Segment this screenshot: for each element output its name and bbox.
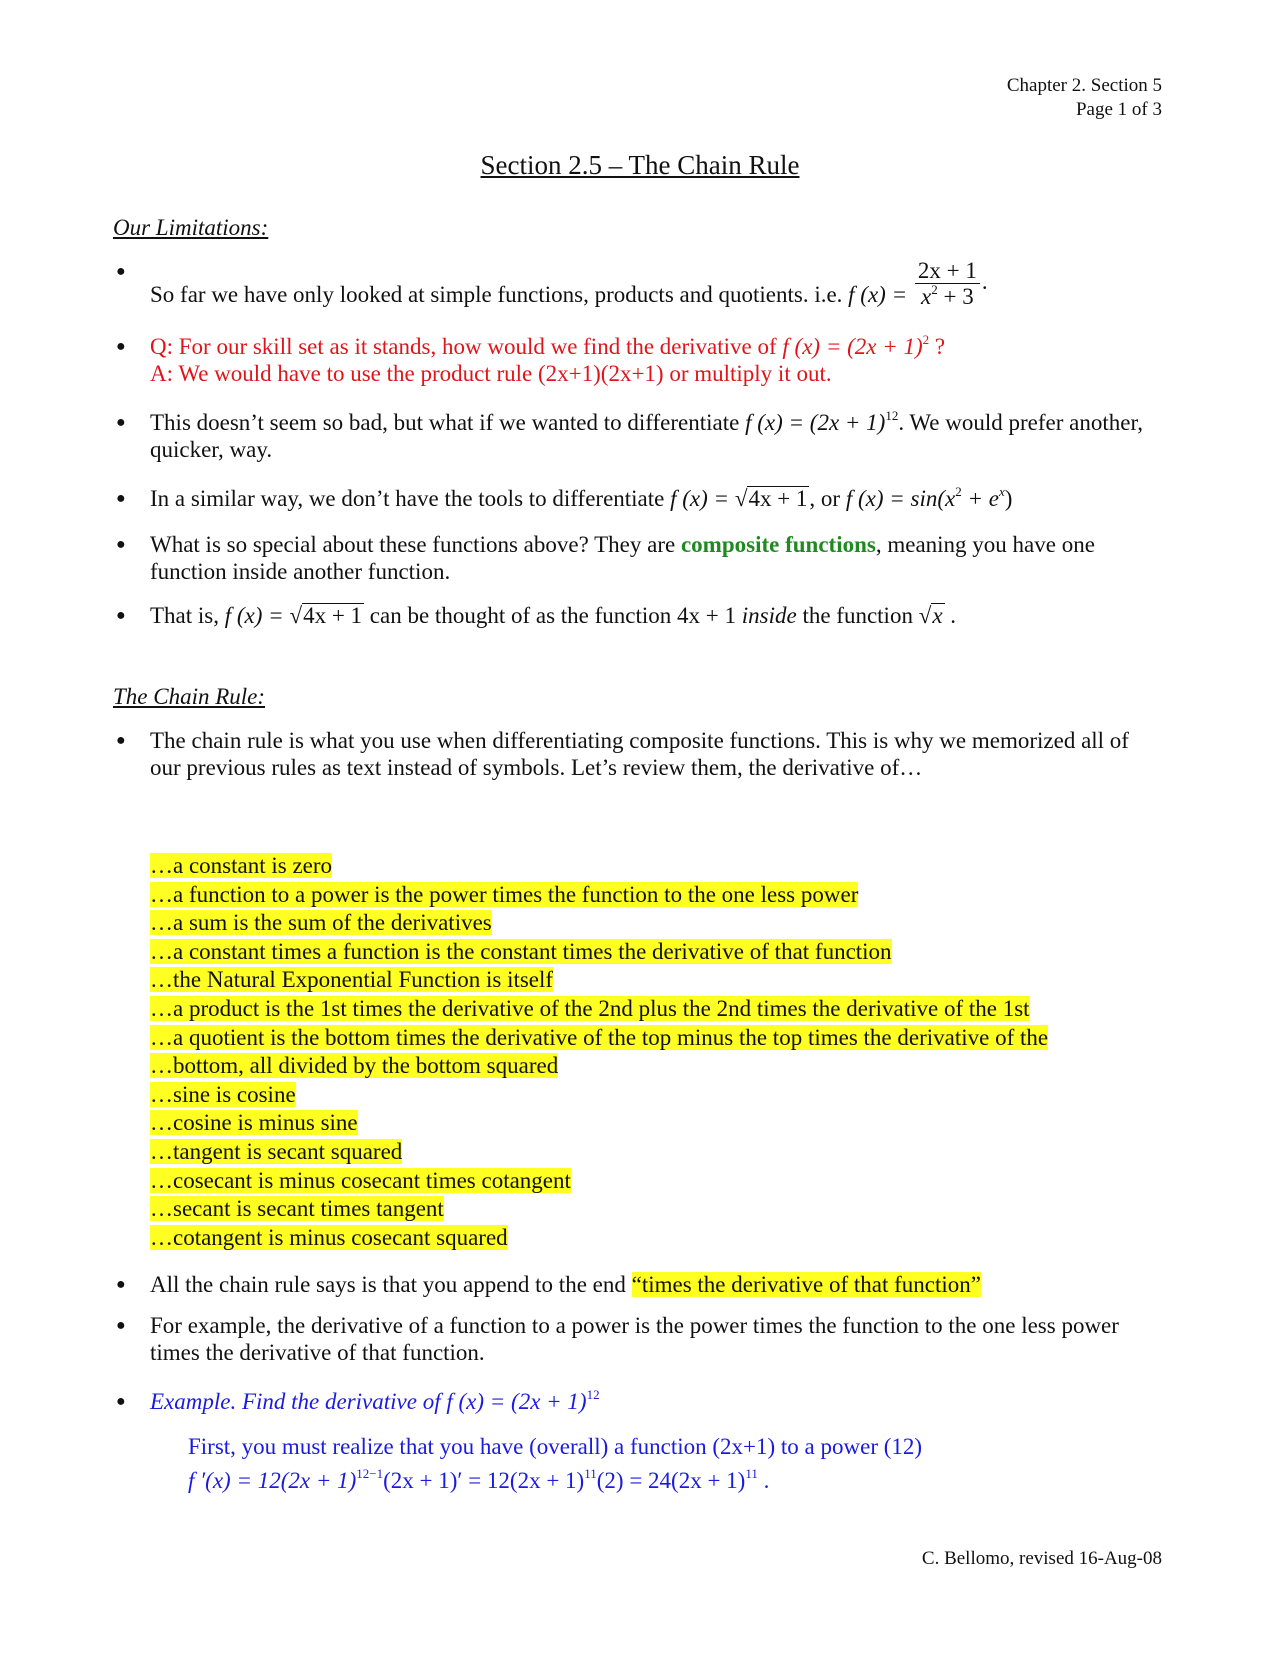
rule-line: …cosecant is minus cosecant times cotangent xyxy=(150,1167,571,1193)
rule-line: …a sum is the sum of the derivatives xyxy=(150,910,492,936)
rule-line: …tangent is secant squared xyxy=(150,1138,403,1164)
example-line: First, you must realize that you have (overall) a function (2x+1) to a power (12) xyxy=(188,1434,923,1459)
section-heading-limitations: Our Limitations: xyxy=(113,215,269,240)
bullet-icon: ● xyxy=(116,263,126,280)
rule-line: …a quotient is the bottom times the derivative of the top minus the top times the derivative of the xyxy=(150,1024,1049,1050)
answer-text: A: We would have to use the product rule (2x+1)(2x+1) or multiply it out. xyxy=(150,361,832,386)
rule-line: …a constant is zero xyxy=(150,853,333,878)
chapter-label: Chapter 2. Section 5 xyxy=(1006,75,1162,96)
sqrt-sign-icon: √ xyxy=(734,486,748,511)
list-item: ● In a similar way, we don’t have the tools to differentiate f (x) = √4x + 1, or f $(x) = \sin(x^2 + e^x)$ xyxy=(116,484,1013,511)
bullet-icon: ● xyxy=(116,490,126,507)
bullet-icon: ● xyxy=(116,1276,126,1293)
list-item: ● This doesn’t seem so bad, but what if we wanted to differentiate f $(x) = (2x + 1)^{12}$. We would prefer another, quicker, way. xyxy=(116,408,1143,462)
section-heading-chain-rule: The Chain Rule: xyxy=(113,684,266,709)
list-item: ● So far we have only looked at simple functions, products and quotients. i.e. f (x) = $\frac{2x + 1}{x^2 + 3}$ . xyxy=(116,258,988,309)
rule-line: …the Natural Exponential Function is itself xyxy=(150,967,554,993)
bullet-icon: ● xyxy=(116,732,126,749)
page-footer: C. Bellomo, revised 16-Aug-08 xyxy=(921,1548,1162,1569)
rule-line: …secant is secant times tangent xyxy=(150,1196,444,1222)
rule-line: …bottom, all divided by the bottom squared xyxy=(150,1053,559,1079)
example-solution xyxy=(188,1430,1168,1498)
list-item: ● What is so special about these functions above? They are composite functions, meaning you have one function inside another function. xyxy=(116,532,1095,584)
bullet-icon: ● xyxy=(116,1317,126,1334)
list-item: ● The chain rule is what you use when differentiating composite functions. This is why we memorized all of our previous rules as text instead of symbols. Let’s review them, the derivative of… xyxy=(116,728,1129,780)
rule-line: …cotangent is minus cosecant squared xyxy=(150,1224,508,1250)
bullet-icon: ● xyxy=(116,536,126,553)
rule-line: …a function to a power is the power times the function to the one less power xyxy=(150,881,859,907)
example-equation: f $'(x) = 12(2x + 1)^{12-1}(2x + 1)' = 12(2x + 1)^{11}(2) = 24(2x + 1)^{11}$ . xyxy=(188,1466,770,1493)
bullet-icon: ● xyxy=(116,414,126,431)
rule-line: …cosine is minus sine xyxy=(150,1110,358,1136)
page-number: Page 1 of 3 xyxy=(1075,99,1162,120)
page-title: Section 2.5 – The Chain Rule xyxy=(480,150,800,180)
sqrt-sign-icon: √ xyxy=(918,603,932,628)
rule-line: …a constant times a function is the constant times the derivative of that function xyxy=(150,938,892,964)
highlighted-phrase: “times the derivative of that function” xyxy=(631,1272,981,1297)
list-item: ● Q: For our skill set as it stands, how would we find the derivative of f $(x) = (2x + 1)^2$ ? A: We would have to use the product rule (2x+1)(2x+1) or multiply it out. xyxy=(116,332,946,386)
list-item: ● All the chain rule says is that you append to the end “times the derivative of that function” xyxy=(116,1272,981,1297)
page-header xyxy=(1007,74,1162,122)
list-item: ● That is, f (x) = √4x + 1 can be thought of as the function 4x + 1 inside the function √x . xyxy=(116,603,957,628)
bullet-icon: ● xyxy=(116,607,126,624)
derivative-rules-list xyxy=(150,852,1048,1252)
composite-functions-term: composite functions xyxy=(680,532,876,557)
sqrt-sign-icon: √ xyxy=(289,603,303,628)
bullet-icon: ● xyxy=(116,1393,126,1410)
list-item: ● For example, the derivative of a function to a power is the power times the function to the one less power times the derivative of that function. xyxy=(116,1313,1119,1365)
fraction: $\frac{2x + 1}{x^2 + 3}$ xyxy=(915,258,980,309)
rule-line: …a product is the 1st times the derivative of the 2nd plus the 2nd times the derivative of the 1st xyxy=(150,995,1030,1021)
list-item: ● Example. Find the derivative of f $(x) = (2x + 1)^{12}$ xyxy=(116,1387,600,1414)
rule-line: …sine is cosine xyxy=(150,1081,296,1107)
bullet-icon: ● xyxy=(116,338,126,355)
